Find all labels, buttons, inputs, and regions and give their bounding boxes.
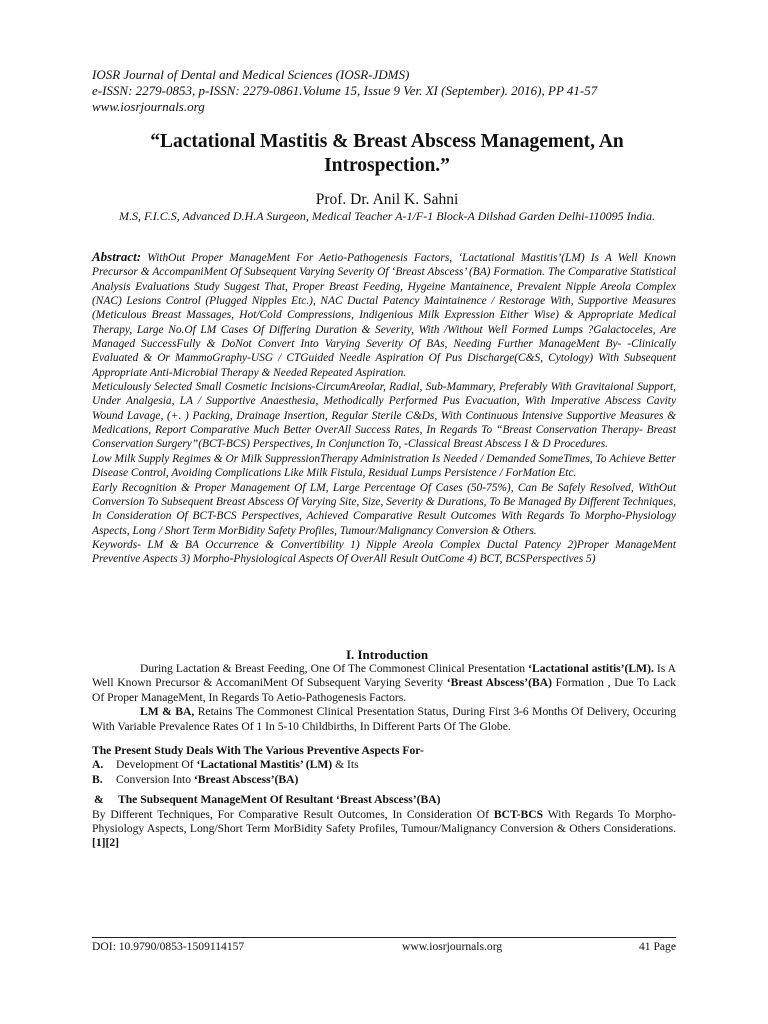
intro-paragraph-1: During Lactation & Breast Feeding, One Of The Commonest Clinical Presentation ‘Lactational astitis’(LM). Is A Well Known Precursor & AccomaniMent Of Subsequent Varying Severity ‘Breast Abscess’(BA) Formation , Due To Lack Of Proper ManageMent, In Regards To Aetio-Pathogenesis Factors.	[92, 662, 676, 704]
journal-name: IOSR Journal of Dental and Medical Sciences (IOSR-JDMS)	[92, 67, 410, 82]
paper-title: “Lactational Mastitis & Breast Abscess Management, An Introspection.”	[150, 131, 624, 176]
footer-site: www.iosrjournals.org	[402, 940, 503, 953]
footer-divider	[92, 937, 676, 938]
footer-doi: DOI: 10.9790/0853-1509114157	[92, 940, 245, 953]
abstract-keywords: Keywords- LM & BA Occurrence & Convertibility 1) Nipple Areola Complex Ductal Patency 2)Proper ManageMent Preventive Aspects 3) Morpho-Physiological Aspects Of OverAll Result OutCome 4) BCT, BCSPerspectives 5)	[92, 538, 676, 566]
journal-issn: e-ISSN: 2279-0853, p-ISSN: 2279-0861.Volume 15, Issue 9 Ver. XI (September). 2016), PP 41-57	[92, 83, 598, 98]
journal-header	[92, 67, 682, 115]
abstract-paragraph-3: Low Milk Supply Regimes & Or Milk SuppressionTherapy Administration Is Needed / Demanded SomeTimes, To Achieve Better Disease Control, Avoiding Complications Like Milk Fistula, Residual Lumps Persistence / ForMation Etc.	[92, 452, 676, 480]
intro-paragraph-3: By Different Techniques, For Comparative Result Outcomes, In Consideration Of BCT-BCS With Regards To Morpho-Physiology Aspects, Long/Short Term MorBidity Safety Profiles, Tumour/Malignancy Conversion & Others Considerations. [1][2]	[92, 807, 676, 850]
abstract-label: Abstract:	[92, 249, 142, 264]
introduction-body	[92, 662, 676, 851]
footer-page-number: 41 Page	[638, 940, 676, 953]
section-heading-introduction: I. Introduction	[345, 647, 429, 662]
list-item-a: A. Development Of ‘Lactational Mastitis’ (LM) & Its	[92, 758, 359, 772]
abstract-paragraph-2: Meticulously Selected Small Cosmetic Incisions-CircumAreolar, Radial, Sub-Mammary, Preferably With Gravitaional Support, Under Analgesia, LA / Supportive Anaesthesia, Methodically Performed Pus Evacuation, With Imperative Abscess Cavity Wound Lavage, (+. ) Packing, Drainage Insertion, Regular Sterile C&Ds, With Continuous Intensive Supportive Measures & Medications, Report Comparative Much Better OverAll Success Rates, In Regards To “Breast Conservation Therapy- Breast Conservation Surgery”(BCT-BCS) Perspectives, In Conjunction To, -Classical Breast Abscess I & D Procedures.	[92, 381, 676, 451]
journal-site: www.iosrjournals.org	[92, 99, 205, 114]
study-aspects-heading: The Present Study Deals With The Various Preventive Aspects For-	[92, 744, 424, 758]
intro-paragraph-2: LM & BA, Retains The Commonest Clinical Presentation Status, During First 3-6 Months Of Delivery, Occuring With Variable Prevalence Rates Of 1 In 5-10 Childbirths, In Different Parts Of The Globe.	[92, 705, 676, 733]
abstract-paragraph-4: Early Recognition & Proper Management Of LM, Large Percentage Of Cases (50-75%), Can Be Safely Resolved, WithOut Conversion To Subsequent Breast Abscess Of Varying Site, Size, Severity & Durations, To Be Managed By Different Techniques, In Consideration Of BCT-BCS Perspectives, Achieved Comparative Result Outcomes With Regards To Morpho-Physiology Aspects, Long / Short Term MorBidity Safety Profiles, Tumour/Malignancy Conversion & Others.	[92, 481, 676, 537]
author-affiliation: M.S, F.I.C.S, Advanced D.H.A Surgeon, Medical Teacher A-1/F-1 Block-A Dilshad Garden Delhi-110095 India.	[119, 209, 655, 223]
subsequent-management-heading: & The Subsequent ManageMent Of Resultant ‘Breast Abscess’(BA)	[94, 793, 441, 807]
author-name: Prof. Dr. Anil K. Sahni	[315, 191, 459, 208]
abstract	[92, 250, 676, 567]
abstract-paragraph-1: WithOut Proper ManageMent For Aetio-Pathogenesis Factors, ‘Lactational Mastitis’(LM) Is A Well Known Precursor & AccompaniMent Of Subsequent Varying Severity Of ‘Breast Abscess’ (BA) Formation. The Comparative Statistical Analysis Evaluations Study Suggest That, Proper Breast Feeding, Hygeine Mantainence, Prevalent Nipple Areola Complex (NAC) Lesions Control (Plugged Nipples Etc.), NAC Ductal Patency Maintainence / Restorage With, Supportive Measures (Meticulous Breast Massages, Hot/Cold Compressions, Indigenious Milk Expression Either Wise) & Appropriate Medical Therapy, Large No.Of LM Cases Of Differing Duration & Severity, With /Without Well Formed Lumps ?Galactoceles, Are Managed SuccessFully & DoNot Convert Into Varying Severity Of BAs, Needing Further ManageMent By- -Clinically Evaluated & Or MammoGraphy-USG / CTGuided Needle Aspiration Of Pus Discharge(C&S, Cytology) With Subsequent Appropriate Anti-Microbial Therapy & Needed Repeated Aspiration.	[92, 252, 676, 379]
list-item-b: B. Conversion Into ‘Breast Abscess’(BA)	[92, 772, 299, 786]
